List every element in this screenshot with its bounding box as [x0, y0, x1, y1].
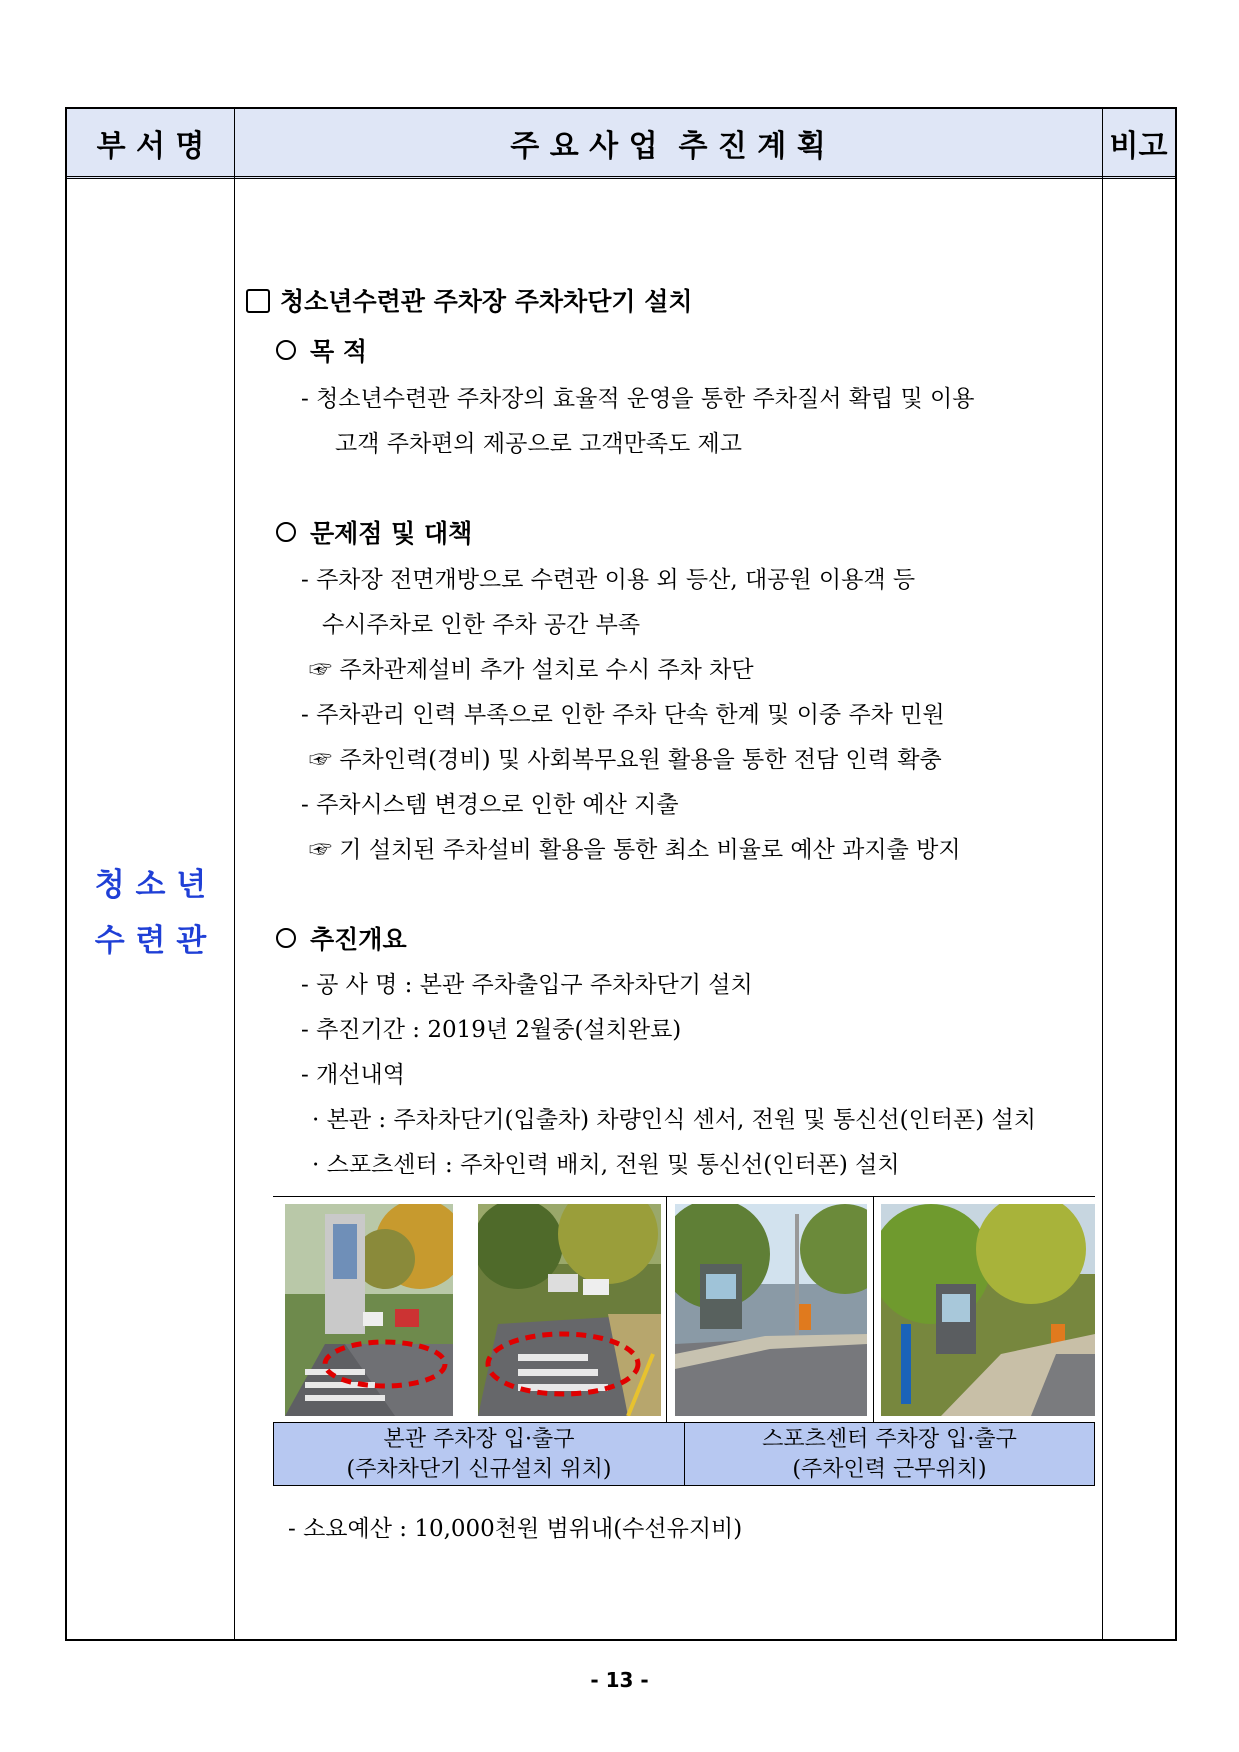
department-line: 수 련 관: [94, 923, 207, 959]
photo-main-entrance-1: [285, 1204, 453, 1416]
purpose-line: - 청소년수련관 주차장의 효율적 운영을 통한 주차질서 확립 및 이용: [301, 386, 975, 412]
caption-title: 본관 주차장 입·출구: [383, 1427, 575, 1452]
overview-line: - 공 사 명 : 본관 주차출입구 주차차단기 설치: [301, 972, 753, 998]
overview-line: - 추진기간 : 2019년 2월중(설치완료): [301, 1017, 682, 1043]
caption-title: 스포츠센터 주차장 입·출구: [762, 1427, 1017, 1452]
photo-sports-center-1: [675, 1204, 867, 1416]
problems-heading-row: [276, 514, 472, 550]
header-note-label: 비고: [1109, 128, 1168, 164]
department-line: 청 소 년: [94, 867, 207, 903]
header-note-cell: [1102, 109, 1175, 179]
circle-bullet-icon: [276, 928, 296, 948]
caption-subtitle: (주차차단기 신규설치 위치): [346, 1457, 612, 1482]
circle-bullet-icon: [276, 522, 296, 542]
problem-line: - 주차관리 인력 부족으로 인한 주차 단속 한계 및 이중 주차 민원: [301, 702, 945, 728]
header-dept-label: 부 서 명: [96, 128, 205, 164]
problems-heading: 문제점 및 대책: [310, 519, 473, 548]
checkbox-square-icon: [246, 289, 270, 313]
header-plan-cell: [234, 109, 1102, 179]
purpose-heading: 목 적: [310, 337, 368, 366]
project-title-row: [246, 282, 693, 318]
purpose-heading-row: [276, 332, 367, 368]
problem-line: - 주차장 전면개방으로 수련관 이용 외 등산, 대공원 이용객 등: [301, 567, 916, 593]
overview-detail: · 스포츠센터 : 주차인력 배치, 전원 및 통신선(인터폰) 설치: [312, 1152, 900, 1178]
overview-detail: · 본관 : 주차차단기(입출차) 차량인식 센서, 전원 및 통신선(인터폰) 설치: [312, 1107, 1036, 1133]
photo-sports-center-2: [881, 1204, 1095, 1416]
photo-divider: [873, 1196, 874, 1422]
solution-line: ☞ 주차인력(경비) 및 사회복무요원 활용을 통한 전담 인력 확충: [309, 747, 942, 773]
problem-line: 수시주차로 인한 주차 공간 부족: [322, 612, 641, 638]
caption-main-building: [273, 1422, 685, 1486]
photo-main-entrance-2: [478, 1204, 661, 1416]
caption-sports-center: [684, 1422, 1095, 1486]
overview-heading: 추진개요: [310, 925, 407, 954]
caption-subtitle: (주차인력 근무위치): [792, 1457, 987, 1482]
photo-divider: [666, 1196, 667, 1422]
overview-line: - 개선내역: [301, 1062, 405, 1088]
budget-line: - 소요예산 : 10,000천원 범위내(수선유지비): [288, 1516, 743, 1542]
overview-heading-row: [276, 920, 407, 956]
photo-panel: [273, 1196, 1095, 1490]
project-title: 청소년수련관 주차장 주차차단기 설치: [280, 287, 693, 316]
header-dept-cell: [67, 109, 234, 179]
problem-line: - 주차시스템 변경으로 인한 예산 지출: [301, 792, 679, 818]
purpose-line: 고객 주차편의 제공으로 고객만족도 제고: [335, 431, 742, 457]
column-divider: [234, 109, 235, 1639]
circle-bullet-icon: [276, 340, 296, 360]
solution-line: ☞ 주차관제설비 추가 설치로 수시 주차 차단: [309, 657, 754, 683]
department-name: [67, 857, 234, 969]
header-plan-label: 주 요 사 업 추 진 계 획: [510, 128, 826, 164]
solution-line: ☞ 기 설치된 주차설비 활용을 통한 최소 비율로 예산 과지출 방지: [309, 837, 961, 863]
panel-top-rule: [273, 1196, 1095, 1197]
column-divider: [1102, 109, 1103, 1639]
page-number: - 13 -: [590, 1668, 649, 1692]
